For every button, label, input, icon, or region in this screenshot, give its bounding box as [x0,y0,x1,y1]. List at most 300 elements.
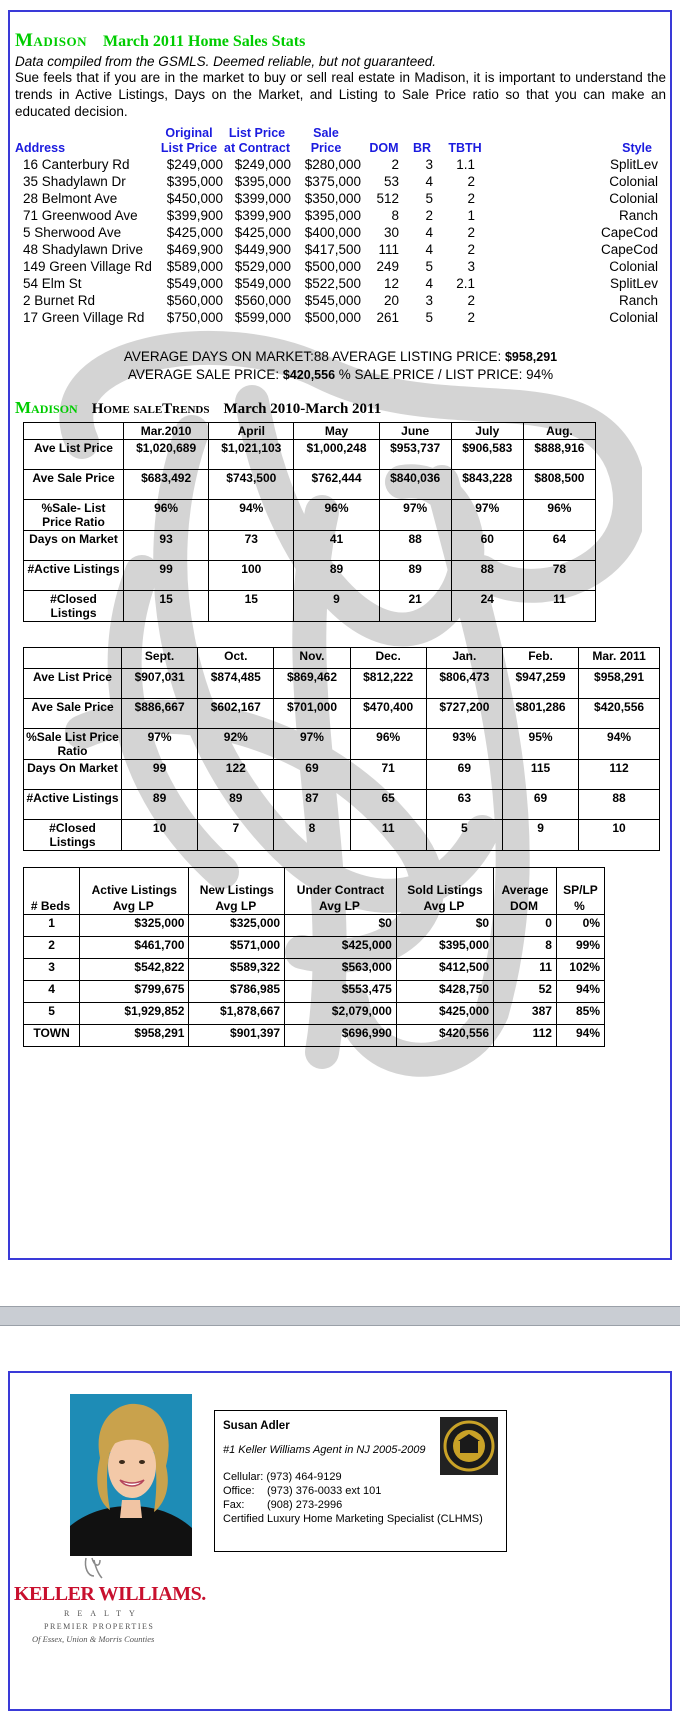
sale-lpc: $395,000 [234,174,291,189]
trend-row-label: Ave List Price [24,669,122,699]
sale-tbth: 2 [467,191,475,206]
sale-br: 4 [425,276,433,291]
beds-count-cell: TOWN [24,1024,80,1046]
trend-value-cell: $888,916 [523,440,595,470]
beds-value-cell: $325,000 [189,914,285,936]
trend-value-cell: $470,400 [350,699,426,729]
sale-style: CapeCod [600,225,658,240]
col-original-list-price: Original List Price [160,126,218,155]
trend-value-cell: 93% [426,729,502,760]
sales-list [15,156,666,326]
sale-row [15,241,666,258]
agent-title: #1 Keller Williams Agent in NJ 2005-2009 [223,1444,426,1456]
trend-row [24,470,596,500]
trend-value-cell: 96% [124,500,209,531]
beds-value-cell: $461,700 [80,936,189,958]
beds-subheader-cell: % [556,898,604,915]
beds-value-cell: $0 [396,914,493,936]
trend-value-cell: 89 [198,790,274,820]
sale-addr: 48 Shadylawn Drive [23,242,144,257]
sale-row [15,173,666,190]
trends-label: Home saleTrends [91,401,210,417]
sale-br: 2 [425,208,433,223]
page-separator [0,1306,680,1326]
trend-value-cell: 65 [350,790,426,820]
trend-value-cell: $762,444 [294,470,379,500]
agent-photo [70,1394,192,1556]
sale-sale: $395,000 [304,208,361,223]
beds-count-cell: 3 [24,958,80,980]
report-header [15,30,666,52]
beds-value-cell: $696,990 [285,1024,397,1046]
brand-counties: Of Essex, Union & Morris Counties [32,1634,155,1644]
trend-row [24,591,596,622]
sale-dom: 111 [378,242,399,257]
trend-value-cell: 71 [350,760,426,790]
sale-style: CapeCod [600,242,658,257]
trend-value-cell: $947,259 [502,669,578,699]
trend-value-cell: 73 [209,531,294,561]
sale-tbth: 2 [467,242,475,257]
averages-line-1: AVERAGE DAYS ON MARKET:88 AVERAGE LISTING PRICE: $958,291 [123,349,558,364]
trend-value-cell: 97% [274,729,350,760]
sale-tbth: 1.1 [456,157,475,172]
trend-value-cell: $812,222 [350,669,426,699]
trend-row [24,440,596,470]
beds-value-cell: $2,079,000 [285,1002,397,1024]
sale-sale: $500,000 [304,310,361,325]
trend-row-label: %Sale List Price Ratio [24,729,122,760]
sale-orig: $549,000 [166,276,223,291]
sale-br: 5 [425,259,433,274]
averages-line-2: AVERAGE SALE PRICE: $420,556 % SALE PRICE / LIST PRICE: 94% [127,367,554,382]
trend-value-cell: $1,020,689 [124,440,209,470]
trend-value-cell: $743,500 [209,470,294,500]
trend-value-cell: $953,737 [379,440,451,470]
sale-tbth: 2 [467,293,475,308]
sale-tbth: 2 [467,225,475,240]
beds-value-cell: 8 [494,936,557,958]
beds-value-cell: $412,500 [396,958,493,980]
sale-br: 5 [425,191,433,206]
sale-dom: 261 [376,310,399,325]
beds-value-cell: $799,675 [80,980,189,1002]
trend-value-cell: 87 [274,790,350,820]
trend-value-cell: 69 [502,790,578,820]
sale-lpc: $449,900 [234,242,291,257]
trend-value-cell: 7 [198,820,274,851]
beds-row [24,1002,605,1024]
beds-value-cell: $542,822 [80,958,189,980]
beds-header-cell: Active Listings [80,868,189,898]
trend-month-header: Sept. [122,648,198,669]
sale-lpc: $560,000 [234,293,291,308]
sale-tbth: 3 [467,259,475,274]
trends-header [15,398,666,418]
trend-value-cell: 96% [294,500,379,531]
beds-value-cell: 112 [494,1024,557,1046]
sale-orig: $560,000 [166,293,223,308]
beds-value-cell: $563,000 [285,958,397,980]
trend-value-cell: 96% [523,500,595,531]
beds-header-cell: Average [494,868,557,898]
trend-row-label: Ave Sale Price [24,699,122,729]
beds-subheader-cell: Avg LP [189,898,285,915]
trend-row-label: #Closed Listings [24,591,124,622]
trend-month-header: Jan. [426,648,502,669]
agent-cell: Cellular: (973) 464-9129 [223,1471,342,1483]
sale-lpc: $529,000 [234,259,291,274]
brand-premier: PREMIER PROPERTIES [44,1622,155,1631]
trend-row [24,669,660,699]
trend-value-cell: 94% [579,729,660,760]
sale-addr: 54 Elm St [23,276,82,291]
trend-value-cell: 99 [124,561,209,591]
disclaimer: Data compiled from the GSMLS. Deemed reliable, but not guaranteed. [15,54,436,69]
trend-value-cell: $701,000 [274,699,350,729]
sale-dom: 2 [391,157,399,172]
sale-addr: 2 Burnet Rd [23,293,96,308]
trend-value-cell: $1,021,103 [209,440,294,470]
col-tbth: TBTH [448,141,482,155]
sale-style: SplitLev [609,276,658,291]
trend-value-cell: 24 [451,591,523,622]
col-address: Address [15,141,66,155]
trend-value-cell: $843,228 [451,470,523,500]
bedrooms-table [23,867,605,1047]
sale-orig: $750,000 [166,310,223,325]
trend-value-cell: $1,000,248 [294,440,379,470]
beds-value-cell: 94% [556,1024,604,1046]
trend-value-cell: $874,485 [198,669,274,699]
sale-style: Ranch [618,208,658,223]
trend-month-header: Feb. [502,648,578,669]
beds-value-cell: $589,322 [189,958,285,980]
agent-fax: Fax: (908) 273-2996 [223,1499,343,1511]
sale-addr: 35 Shadylawn Dr [23,174,126,189]
sale-orig: $399,900 [166,208,223,223]
sale-sale: $522,500 [304,276,361,291]
trend-month-header: Oct. [198,648,274,669]
sale-orig: $589,000 [166,259,223,274]
trend-value-cell: $801,286 [502,699,578,729]
trend-month-header: Aug. [523,423,595,440]
trend-row-label: #Closed Listings [24,820,122,851]
trend-value-cell: $420,556 [579,699,660,729]
sale-orig: $450,000 [166,191,223,206]
beds-value-cell: $428,750 [396,980,493,1002]
sale-style: Colonial [609,174,658,189]
sale-row [15,275,666,292]
sale-orig: $249,000 [166,157,223,172]
beds-count-cell: 4 [24,980,80,1002]
sale-lpc: $599,000 [234,310,291,325]
trend-value-cell: 15 [209,591,294,622]
beds-value-cell: $1,878,667 [189,1002,285,1024]
intro-paragraph: Sue feels that if you are in the market to buy or sell real estate in Madison, it is important to understand the trends in Active Listings, Days on the Market, and Listing to Sale Price ratio so that you can make an educated decision. [15,70,666,119]
trend-corner-cell [24,423,124,440]
trend-value-cell: $886,667 [122,699,198,729]
beds-value-cell: 85% [556,1002,604,1024]
trends-range: March 2010-March 2011 [223,401,382,417]
trend-value-cell: 5 [426,820,502,851]
sale-style: Colonial [609,310,658,325]
trend-value-cell: 60 [451,531,523,561]
header-subtitle: March 2011 Home Sales Stats [103,33,306,50]
sale-orig: $425,000 [166,225,223,240]
sale-orig: $469,900 [166,242,223,257]
trend-row [24,561,596,591]
trend-row [24,500,596,531]
beds-row [24,958,605,980]
beds-header-cell: New Listings [189,868,285,898]
trend-value-cell: 9 [502,820,578,851]
trend-value-cell: 21 [379,591,451,622]
trend-value-cell: 88 [379,531,451,561]
sale-sale: $375,000 [304,174,361,189]
beds-value-cell: $786,985 [189,980,285,1002]
beds-value-cell: $571,000 [189,936,285,958]
trend-value-cell: $727,200 [426,699,502,729]
sale-row [15,207,666,224]
trend-row-label: Days on Market [24,531,124,561]
trend-value-cell: $906,583 [451,440,523,470]
trend-value-cell: 8 [274,820,350,851]
beds-value-cell: 52 [494,980,557,1002]
sale-br: 4 [425,242,433,257]
trend-value-cell: $808,500 [523,470,595,500]
trend-header-row [24,648,660,669]
sale-dom: 512 [376,191,399,206]
beds-row [24,914,605,936]
sale-row [15,309,666,326]
report-content [10,12,670,1047]
trend-value-cell: $806,473 [426,669,502,699]
sale-tbth: 1 [467,208,475,223]
agent-name: Susan Adler [223,1420,290,1432]
col-list-price-at-contract: List Price at Contract [224,126,290,155]
beds-subheader-cell: Avg LP [396,898,493,915]
trend-value-cell: 88 [579,790,660,820]
beds-value-cell: 387 [494,1002,557,1024]
trend-value-cell: 9 [294,591,379,622]
trend-row-label: Days On Market [24,760,122,790]
trend-value-cell: 89 [294,561,379,591]
trend-month-header: Nov. [274,648,350,669]
beds-count-cell: 5 [24,1002,80,1024]
beds-value-cell: $395,000 [396,936,493,958]
beds-header-cell [24,868,80,898]
trend-value-cell: 88 [451,561,523,591]
trend-row-label: #Active Listings [24,790,122,820]
trend-value-cell: 11 [350,820,426,851]
sale-dom: 20 [383,293,399,308]
sale-row [15,258,666,275]
sale-addr: 28 Belmont Ave [23,191,118,206]
agent-office: Office: (973) 376-0033 ext 101 [223,1485,382,1497]
beds-value-cell: $420,556 [396,1024,493,1046]
sale-style: Colonial [609,191,658,206]
sale-style: SplitLev [609,157,658,172]
trend-value-cell: 122 [198,760,274,790]
sale-br: 5 [425,310,433,325]
trend-month-header: July [451,423,523,440]
sale-addr: 17 Green Village Rd [23,310,145,325]
award-seal-icon [440,1417,498,1475]
sale-dom: 53 [383,174,399,189]
agent-contact-card [214,1410,507,1552]
beds-value-cell: $325,000 [80,914,189,936]
trend-row [24,820,660,851]
sale-sale: $417,500 [304,242,361,257]
sale-dom: 30 [383,225,399,240]
sales-column-header [15,126,666,156]
sale-sale: $280,000 [304,157,361,172]
trend-row [24,760,660,790]
trend-value-cell: 11 [523,591,595,622]
beds-header-cell: Under Contract [285,868,397,898]
trend-value-cell: $958,291 [579,669,660,699]
sale-orig: $395,000 [166,174,223,189]
agent-contacts [223,1470,498,1526]
beds-value-cell: 102% [556,958,604,980]
sale-lpc: $549,000 [234,276,291,291]
trend-value-cell: 10 [579,820,660,851]
beds-value-cell: $425,000 [285,936,397,958]
beds-value-cell: $901,397 [189,1024,285,1046]
sale-sale: $545,000 [304,293,361,308]
beds-value-cell: $1,929,852 [80,1002,189,1024]
beds-header-row-top [24,868,605,898]
trend-row-label: %Sale- List Price Ratio [24,500,124,531]
trend-value-cell: 97% [451,500,523,531]
trend-month-header: May [294,423,379,440]
trend-value-cell: 93 [124,531,209,561]
page-two [8,1371,672,1711]
beds-value-cell: $553,475 [285,980,397,1002]
sale-sale: $500,000 [304,259,361,274]
sale-dom: 12 [383,276,399,291]
sale-style: Colonial [609,259,658,274]
trend-row-label: #Active Listings [24,561,124,591]
beds-subheader-cell: # Beds [24,898,80,915]
agent-portrait-image [70,1394,192,1556]
trend-row-label: Ave Sale Price [24,470,124,500]
beds-count-cell: 1 [24,914,80,936]
trends-table-second-half [23,647,660,851]
trend-value-cell: 97% [122,729,198,760]
sale-row [15,292,666,309]
sale-tbth: 2 [467,310,475,325]
trend-value-cell: 115 [502,760,578,790]
kw-monogram-icon [82,1554,104,1580]
beds-value-cell: 0% [556,914,604,936]
trend-value-cell: 10 [122,820,198,851]
trend-value-cell: 96% [350,729,426,760]
beds-header-row-bottom [24,898,605,915]
trend-row [24,531,596,561]
beds-row [24,980,605,1002]
trend-value-cell: $869,462 [274,669,350,699]
trend-value-cell: 41 [294,531,379,561]
trend-value-cell: 97% [379,500,451,531]
trend-value-cell: 63 [426,790,502,820]
trend-value-cell: $840,036 [379,470,451,500]
beds-subheader-cell: Avg LP [80,898,189,915]
sale-addr: 149 Green Village Rd [23,259,152,274]
agent-certification: Certified Luxury Home Marketing Specialist (CLHMS) [223,1513,483,1525]
beds-value-cell: $425,000 [396,1002,493,1024]
trend-value-cell: $683,492 [124,470,209,500]
trends-table-first-half [23,422,596,622]
sale-sale: $400,000 [304,225,361,240]
trend-header-row [24,423,596,440]
averages-summary [15,348,666,384]
beds-header-cell: SP/LP [556,868,604,898]
trend-value-cell: 94% [209,500,294,531]
trend-value-cell: 99 [122,760,198,790]
beds-value-cell: 94% [556,980,604,1002]
beds-value-cell: $0 [285,914,397,936]
sale-lpc: $399,900 [234,208,291,223]
trend-value-cell: 92% [198,729,274,760]
sale-dom: 8 [391,208,399,223]
sale-addr: 71 Greenwood Ave [23,208,138,223]
sale-br: 4 [425,225,433,240]
trend-month-header: Dec. [350,648,426,669]
trend-value-cell: 89 [122,790,198,820]
sale-br: 3 [425,157,433,172]
trend-value-cell: 89 [379,561,451,591]
sale-style: Ranch [618,293,658,308]
trend-month-header: Mar. 2011 [579,648,660,669]
sale-lpc: $425,000 [234,225,291,240]
brand-realty: REALTY [64,1609,143,1618]
sale-lpc: $399,000 [234,191,291,206]
trend-corner-cell [24,648,122,669]
trend-month-header: June [379,423,451,440]
trend-value-cell: 69 [426,760,502,790]
beds-count-cell: 2 [24,936,80,958]
col-style: Style [622,141,652,155]
trend-value-cell: 69 [274,760,350,790]
trend-value-cell: 112 [579,760,660,790]
beds-header-cell: Sold Listings [396,868,493,898]
trend-row [24,790,660,820]
sale-row [15,190,666,207]
sale-dom: 249 [376,259,399,274]
trend-value-cell: 95% [502,729,578,760]
beds-value-cell: $958,291 [80,1024,189,1046]
sale-lpc: $249,000 [234,157,291,172]
beds-row [24,1024,605,1046]
beds-subheader-cell: Avg LP [285,898,397,915]
trend-value-cell: $907,031 [122,669,198,699]
sale-tbth: 2.1 [456,276,475,291]
sale-addr: 16 Canterbury Rd [23,157,130,172]
beds-subheader-cell: DOM [494,898,557,915]
trend-value-cell: 64 [523,531,595,561]
beds-row [24,936,605,958]
trend-row-label: Ave List Price [24,440,124,470]
sale-addr: 5 Sherwood Ave [23,225,122,240]
trend-row [24,729,660,760]
beds-value-cell: 99% [556,936,604,958]
trend-value-cell: 100 [209,561,294,591]
sale-br: 4 [425,174,433,189]
trend-month-header: Mar.2010 [124,423,209,440]
brand-name: KELLER WILLIAMS. [14,1583,206,1605]
